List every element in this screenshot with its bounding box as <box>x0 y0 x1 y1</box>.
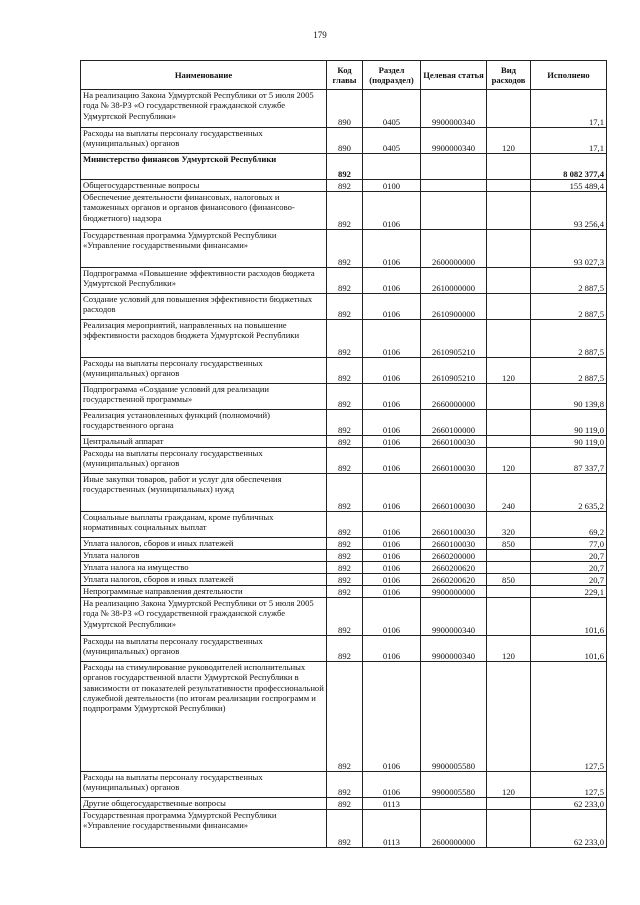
cell-type <box>487 550 531 562</box>
table-row <box>81 320 607 358</box>
cell-type: 320 <box>487 512 531 538</box>
cell-name: Расходы на выплаты персоналу государственных (муниципальных) органов <box>81 358 327 384</box>
cell-name: Уплата налогов, сборов и иных платежей <box>81 538 327 550</box>
header-type: Вид расходов <box>487 61 531 90</box>
cell-name: Государственная программа Удмуртской Республики «Управление государственными финансами» <box>81 810 327 848</box>
cell-amount: 93 027,3 <box>531 230 607 268</box>
cell-amount: 62 233,0 <box>531 810 607 848</box>
cell-type: 120 <box>487 358 531 384</box>
cell-type: 850 <box>487 574 531 586</box>
cell-section: 0106 <box>363 436 421 448</box>
cell-amount: 20,7 <box>531 574 607 586</box>
cell-target: 2610900000 <box>421 294 487 320</box>
cell-name: На реализацию Закона Удмуртской Республики от 5 июля 2005 года № 38-РЗ «О государственной гражданской службе Удмуртской Республики» <box>81 598 327 636</box>
cell-type <box>487 384 531 410</box>
cell-code: 892 <box>327 810 363 848</box>
cell-type: 850 <box>487 538 531 550</box>
cell-section: 0106 <box>363 358 421 384</box>
cell-amount: 101,6 <box>531 636 607 662</box>
cell-code: 892 <box>327 384 363 410</box>
cell-section: 0106 <box>363 574 421 586</box>
table-row <box>81 662 607 772</box>
cell-amount: 8 082 377,4 <box>531 154 607 180</box>
cell-code: 892 <box>327 512 363 538</box>
cell-amount: 2 887,5 <box>531 320 607 358</box>
cell-type <box>487 586 531 598</box>
cell-target: 2660200000 <box>421 550 487 562</box>
cell-section: 0106 <box>363 772 421 798</box>
table-row <box>81 128 607 154</box>
cell-code: 892 <box>327 662 363 772</box>
page-number: 179 <box>313 30 327 40</box>
cell-code: 892 <box>327 320 363 358</box>
table-row <box>81 810 607 848</box>
table-row <box>81 598 607 636</box>
header-section: Раздел (подраздел) <box>363 61 421 90</box>
cell-section: 0106 <box>363 636 421 662</box>
cell-name: Подпрограмма «Создание условий для реализации государственной программы» <box>81 384 327 410</box>
cell-target: 9900005580 <box>421 662 487 772</box>
cell-amount: 2 887,5 <box>531 358 607 384</box>
cell-type <box>487 90 531 128</box>
cell-code: 892 <box>327 154 363 180</box>
cell-name: Центральный аппарат <box>81 436 327 448</box>
cell-amount: 127,5 <box>531 772 607 798</box>
cell-target: 2660200620 <box>421 574 487 586</box>
cell-amount: 127,5 <box>531 662 607 772</box>
cell-name: Расходы на выплаты персоналу государственных (муниципальных) органов <box>81 772 327 798</box>
cell-section: 0106 <box>363 192 421 230</box>
cell-code: 892 <box>327 550 363 562</box>
cell-type <box>487 562 531 574</box>
cell-amount: 90 139,8 <box>531 384 607 410</box>
cell-code: 892 <box>327 586 363 598</box>
cell-section: 0106 <box>363 294 421 320</box>
cell-section: 0106 <box>363 512 421 538</box>
cell-target: 2660100030 <box>421 474 487 512</box>
cell-target: 2660100030 <box>421 538 487 550</box>
cell-amount: 17,1 <box>531 128 607 154</box>
cell-code: 890 <box>327 128 363 154</box>
header-code: Код главы <box>327 61 363 90</box>
cell-code: 892 <box>327 598 363 636</box>
cell-amount: 93 256,4 <box>531 192 607 230</box>
cell-target: 2660100030 <box>421 512 487 538</box>
cell-type <box>487 436 531 448</box>
cell-code: 892 <box>327 192 363 230</box>
cell-code: 892 <box>327 268 363 294</box>
table-row <box>81 268 607 294</box>
cell-amount: 87 337,7 <box>531 448 607 474</box>
cell-section <box>363 154 421 180</box>
cell-name: Расходы на выплаты персоналу государственных (муниципальных) органов <box>81 128 327 154</box>
cell-type <box>487 810 531 848</box>
cell-amount: 69,2 <box>531 512 607 538</box>
cell-type <box>487 154 531 180</box>
cell-type <box>487 598 531 636</box>
cell-name: Расходы на выплаты персоналу государственных (муниципальных) органов <box>81 448 327 474</box>
cell-section: 0106 <box>363 474 421 512</box>
cell-section: 0100 <box>363 180 421 192</box>
cell-target <box>421 798 487 810</box>
cell-code: 892 <box>327 230 363 268</box>
cell-name: Другие общегосударственные вопросы <box>81 798 327 810</box>
table-row <box>81 474 607 512</box>
cell-amount: 155 489,4 <box>531 180 607 192</box>
cell-target: 2610905210 <box>421 358 487 384</box>
cell-amount: 2 887,5 <box>531 268 607 294</box>
cell-name: Расходы на выплаты персоналу государственных (муниципальных) органов <box>81 636 327 662</box>
cell-code: 892 <box>327 538 363 550</box>
header-exec: Исполнено <box>531 61 607 90</box>
cell-target: 2660000000 <box>421 384 487 410</box>
cell-type: 120 <box>487 636 531 662</box>
cell-code: 892 <box>327 180 363 192</box>
cell-amount: 2 635,2 <box>531 474 607 512</box>
cell-type: 120 <box>487 128 531 154</box>
cell-target: 9900000340 <box>421 90 487 128</box>
cell-target: 9900005580 <box>421 772 487 798</box>
table-row <box>81 154 607 180</box>
cell-name: Уплата налогов <box>81 550 327 562</box>
cell-amount: 101,6 <box>531 598 607 636</box>
cell-type <box>487 294 531 320</box>
table-row <box>81 180 607 192</box>
cell-name: Министерство финансов Удмуртской Республики <box>81 154 327 180</box>
table-header-row <box>81 61 607 90</box>
table-row <box>81 574 607 586</box>
cell-code: 890 <box>327 90 363 128</box>
cell-type <box>487 320 531 358</box>
table-row <box>81 294 607 320</box>
table-row <box>81 798 607 810</box>
cell-target <box>421 154 487 180</box>
cell-section: 0106 <box>363 598 421 636</box>
cell-target: 2610000000 <box>421 268 487 294</box>
cell-section: 0405 <box>363 90 421 128</box>
cell-name: Реализация установленных функций (полномочий) государственного органа <box>81 410 327 436</box>
cell-code: 892 <box>327 358 363 384</box>
header-target: Целевая статья <box>421 61 487 90</box>
cell-type <box>487 798 531 810</box>
cell-type <box>487 662 531 772</box>
table-body <box>81 90 607 848</box>
table-row <box>81 772 607 798</box>
cell-name: На реализацию Закона Удмуртской Республики от 5 июля 2005 года № 38-РЗ «О государственной гражданской службе Удмуртской Республики» <box>81 90 327 128</box>
cell-code: 892 <box>327 474 363 512</box>
table-row <box>81 636 607 662</box>
cell-section: 0113 <box>363 810 421 848</box>
cell-type <box>487 180 531 192</box>
cell-name: Непрограммные направления деятельности <box>81 586 327 598</box>
cell-amount: 20,7 <box>531 550 607 562</box>
cell-section: 0106 <box>363 320 421 358</box>
cell-code: 892 <box>327 798 363 810</box>
table-row <box>81 538 607 550</box>
table-row <box>81 550 607 562</box>
cell-section: 0106 <box>363 384 421 410</box>
cell-target <box>421 180 487 192</box>
table-row <box>81 230 607 268</box>
cell-target: 2660100000 <box>421 410 487 436</box>
cell-amount: 2 887,5 <box>531 294 607 320</box>
table-row <box>81 562 607 574</box>
cell-section: 0106 <box>363 268 421 294</box>
cell-name: Уплата налога на имущество <box>81 562 327 574</box>
cell-amount: 17,1 <box>531 90 607 128</box>
cell-code: 892 <box>327 410 363 436</box>
cell-name: Расходы на стимулирование руководителей исполнительных органов государственной власти Удмуртской Республики в зависимости от показателей результативности профессиональной служебной деятельности (по итогам реализации госпрограмм и подпрограмм Удмуртской Республики) <box>81 662 327 772</box>
cell-name: Реализация мероприятий, направленных на повышение эффективности расходов бюджета Удмуртской Республики <box>81 320 327 358</box>
table-row <box>81 410 607 436</box>
cell-code: 892 <box>327 574 363 586</box>
table-row <box>81 586 607 598</box>
cell-target <box>421 192 487 230</box>
cell-amount: 77,0 <box>531 538 607 550</box>
header-name: Наименование <box>81 61 327 90</box>
cell-code: 892 <box>327 562 363 574</box>
cell-section: 0106 <box>363 448 421 474</box>
cell-target: 9900000340 <box>421 598 487 636</box>
cell-type: 120 <box>487 772 531 798</box>
budget-table <box>80 60 607 848</box>
cell-section: 0106 <box>363 410 421 436</box>
cell-code: 892 <box>327 772 363 798</box>
cell-name: Подпрограмма «Повышение эффективности расходов бюджета Удмуртской Республики» <box>81 268 327 294</box>
cell-name: Уплата налогов, сборов и иных платежей <box>81 574 327 586</box>
table-row <box>81 384 607 410</box>
cell-target: 2600000000 <box>421 230 487 268</box>
table-row <box>81 192 607 230</box>
cell-section: 0106 <box>363 562 421 574</box>
cell-name: Иные закупки товаров, работ и услуг для обеспечения государственных (муниципальных) нужд <box>81 474 327 512</box>
cell-name: Создание условий для повышения эффективности бюджетных расходов <box>81 294 327 320</box>
cell-code: 892 <box>327 436 363 448</box>
cell-target: 9900000340 <box>421 636 487 662</box>
cell-section: 0405 <box>363 128 421 154</box>
cell-target: 2600000000 <box>421 810 487 848</box>
table-row <box>81 512 607 538</box>
cell-type <box>487 192 531 230</box>
cell-target: 9900000000 <box>421 586 487 598</box>
cell-type <box>487 230 531 268</box>
cell-target: 2660100030 <box>421 436 487 448</box>
cell-section: 0106 <box>363 662 421 772</box>
cell-section: 0106 <box>363 230 421 268</box>
cell-section: 0106 <box>363 550 421 562</box>
cell-target: 2660200620 <box>421 562 487 574</box>
cell-amount: 90 119,0 <box>531 436 607 448</box>
cell-target: 2610905210 <box>421 320 487 358</box>
table-row <box>81 90 607 128</box>
table-row <box>81 358 607 384</box>
cell-name: Обеспечение деятельности финансовых, налоговых и таможенных органов и органов финансового (финансово-бюджетного) надзора <box>81 192 327 230</box>
cell-name: Общегосударственные вопросы <box>81 180 327 192</box>
cell-amount: 62 233,0 <box>531 798 607 810</box>
cell-amount: 90 119,0 <box>531 410 607 436</box>
cell-code: 892 <box>327 294 363 320</box>
table-row <box>81 436 607 448</box>
cell-amount: 20,7 <box>531 562 607 574</box>
cell-type <box>487 268 531 294</box>
cell-code: 892 <box>327 448 363 474</box>
cell-name: Социальные выплаты гражданам, кроме публичных нормативных социальных выплат <box>81 512 327 538</box>
table-row <box>81 448 607 474</box>
cell-target: 2660100030 <box>421 448 487 474</box>
cell-name: Государственная программа Удмуртской Республики «Управление государственными финансами» <box>81 230 327 268</box>
cell-type: 240 <box>487 474 531 512</box>
cell-amount: 229,1 <box>531 586 607 598</box>
cell-type <box>487 410 531 436</box>
cell-section: 0113 <box>363 798 421 810</box>
cell-code: 892 <box>327 636 363 662</box>
cell-section: 0106 <box>363 538 421 550</box>
cell-target: 9900000340 <box>421 128 487 154</box>
cell-section: 0106 <box>363 586 421 598</box>
cell-type: 120 <box>487 448 531 474</box>
